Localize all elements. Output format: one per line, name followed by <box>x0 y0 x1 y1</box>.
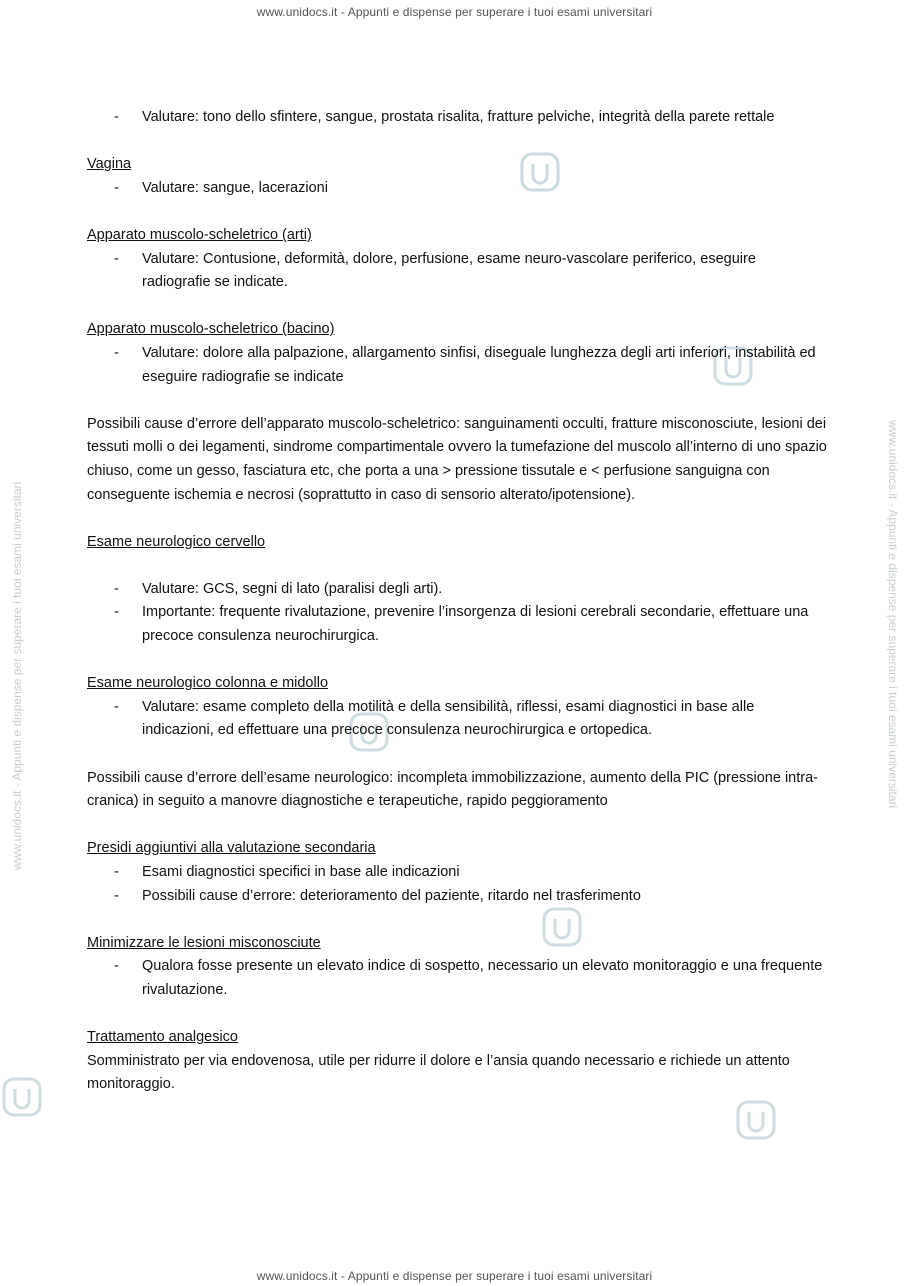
list-item: - Valutare: dolore alla palpazione, allargamento sinfisi, diseguale lunghezza degli arti inferiori, instabilità ed eseguire radiografie se indicate <box>87 342 827 389</box>
list-item: - Valutare: tono dello sfintere, sangue, prostata risalita, fratture pelviche, integrità della parete rettale <box>87 106 827 130</box>
bullet-list <box>87 342 827 389</box>
bullet-list <box>87 106 827 130</box>
list-item: - Valutare: Contusione, deformità, dolore, perfusione, esame neuro-vascolare periferico, eseguire radiografie se indicate. <box>87 248 827 295</box>
list-item: - Valutare: GCS, segni di lato (paralisi degli arti). <box>87 578 827 602</box>
bullet-list <box>87 861 827 908</box>
section-heading: Esame neurologico cervello <box>87 533 266 550</box>
watermark-footer: www.unidocs.it - Appunti e dispense per superare i tuoi esami universitari <box>256 1269 653 1283</box>
section-heading: Presidi aggiuntivi alla valutazione secondaria <box>87 840 376 857</box>
watermark-header: www.unidocs.it - Appunti e dispense per superare i tuoi esami universitari <box>256 5 653 19</box>
bullet-list <box>87 578 827 649</box>
bullet-list <box>87 696 827 743</box>
document-body <box>87 106 827 1097</box>
section-heading: Trattamento analgesico <box>87 1029 238 1046</box>
paragraph: Somministrato per via endovenosa, utile per ridurre il dolore e l’ansia quando necessario e richiede un attento monitoraggio. <box>87 1052 790 1093</box>
bullet-list <box>87 248 827 295</box>
section-heading: Vagina <box>87 156 132 173</box>
section-heading: Apparato muscolo-scheletrico (bacino) <box>87 321 335 338</box>
unidocs-logo-icon <box>0 1075 44 1119</box>
list-item: - Esami diagnostici specifici in base alle indicazioni <box>87 861 827 885</box>
paragraph: Possibili cause d’errore dell’esame neurologico: incompleta immobilizzazione, aumento della PIC (pressione intra-cranica) in seguito a manovre diagnostiche e terapeutiche, rapido peggioramento <box>87 769 818 810</box>
paragraph: Possibili cause d’errore dell’apparato muscolo-scheletrico: sanguinamenti occulti, fratture misconosciute, lesioni dei tessuti molli o dei legamenti, sindrome compartimentale ovvero la tumefazione del muscolo all’interno di uno spazio chiuso, come un gesso, fasciatura etc, che porta a una > pressione tissutale e < perfusione sanguigna con conseguente ischemia e necrosi (soprattutto in caso di sensorio alterato/ipotensione). <box>87 415 827 503</box>
list-item: - Qualora fosse presente un elevato indice di sospetto, necessario un elevato monitoraggio e una frequente rivalutazione. <box>87 955 827 1002</box>
watermark-left-side: www.unidocs.it - Appunti e dispense per superare i tuoi esami universitari <box>10 481 24 870</box>
section-heading: Minimizzare le lesioni misconosciute <box>87 934 321 951</box>
bullet-list <box>87 955 827 1002</box>
unidocs-logo-icon <box>734 1098 778 1142</box>
watermark-right-side: www.unidocs.it - Appunti e dispense per superare i tuoi esami universitari <box>886 420 900 809</box>
section-heading: Apparato muscolo-scheletrico (arti) <box>87 226 312 243</box>
section-heading: Esame neurologico colonna e midollo <box>87 675 329 692</box>
list-item: - Valutare: esame completo della motilità e della sensibilità, riflessi, esami diagnostici in base alle indicazioni, ed effettuare una precoce consulenza neurochirurgica e ortopedica. <box>87 696 827 743</box>
list-item: - Importante: frequente rivalutazione, prevenire l’insorgenza di lesioni cerebrali secondarie, effettuare una precoce consulenza neurochirurgica. <box>87 601 827 648</box>
bullet-list <box>87 177 827 201</box>
list-item: - Possibili cause d’errore: deterioramento del paziente, ritardo nel trasferimento <box>87 885 827 909</box>
list-item: - Valutare: sangue, lacerazioni <box>87 177 827 201</box>
